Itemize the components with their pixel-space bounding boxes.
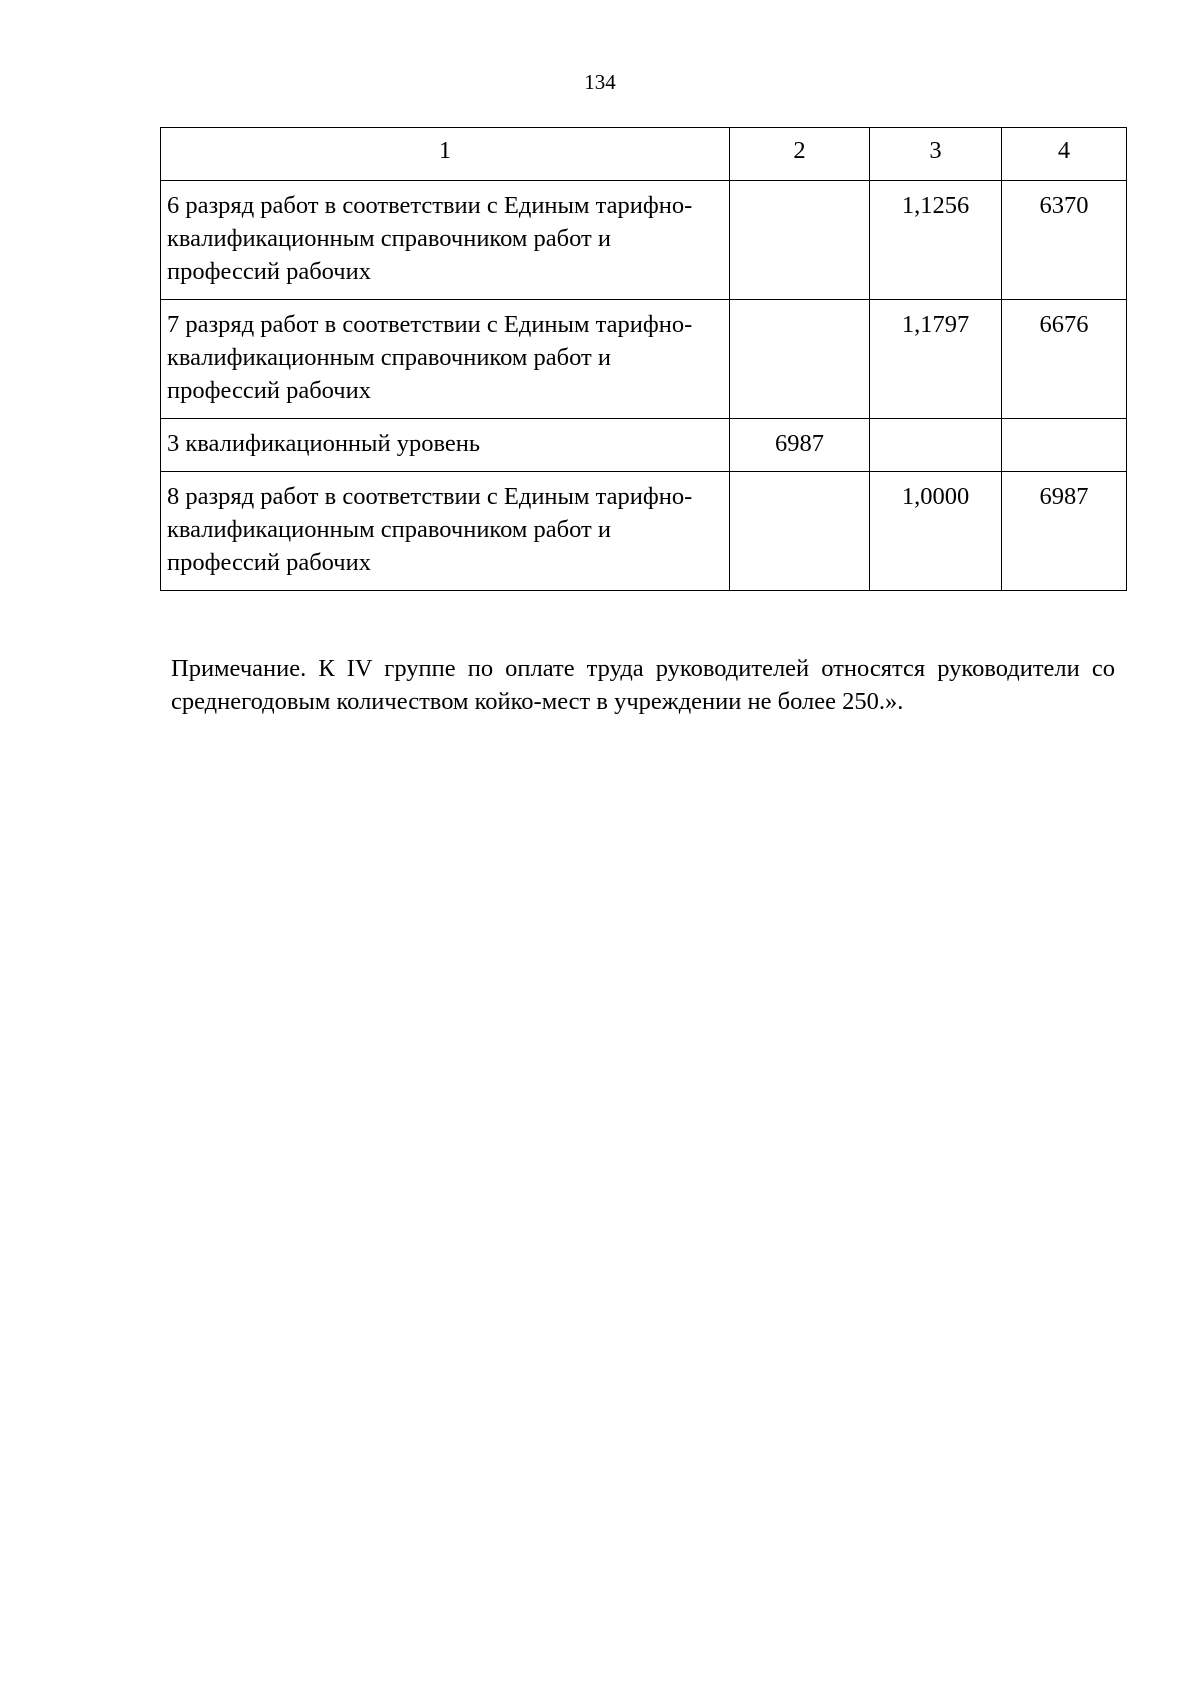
row-description: 7 разряд работ в соответствии с Единым тарифно-квалификационным справочником работ и профессий рабочих — [161, 300, 730, 419]
row-coefficient — [870, 419, 1002, 472]
table-row — [161, 419, 1127, 472]
row-description: 6 разряд работ в соответствии с Единым тарифно-квалификационным справочником работ и профессий рабочих — [161, 181, 730, 300]
row-description: 8 разряд работ в соответствии с Единым тарифно-квалификационным справочником работ и профессий рабочих — [161, 472, 730, 591]
table-row — [161, 300, 1127, 419]
row-coefficient: 1,0000 — [870, 472, 1002, 591]
page-number: 134 — [584, 70, 616, 94]
row-coefficient: 1,1256 — [870, 181, 1002, 300]
row-base-salary — [730, 300, 870, 419]
note-paragraph: Примечание. К IV группе по оплате труда руководителей относятся руководители со среднегодовым количеством койко-мест в учреждении не более 250.». — [171, 654, 1115, 715]
row-base-salary — [730, 181, 870, 300]
row-base-salary — [730, 472, 870, 591]
table-header-row — [161, 128, 1127, 181]
salary-table — [160, 127, 1127, 591]
row-base-salary: 6987 — [730, 419, 870, 472]
row-salary: 6370 — [1002, 181, 1127, 300]
row-coefficient: 1,1797 — [870, 300, 1002, 419]
table-row — [161, 472, 1127, 591]
column-header-4: 4 — [1002, 128, 1127, 181]
row-salary: 6987 — [1002, 472, 1127, 591]
column-header-2: 2 — [730, 128, 870, 181]
column-header-3: 3 — [870, 128, 1002, 181]
row-salary — [1002, 419, 1127, 472]
column-header-1: 1 — [161, 128, 730, 181]
row-salary: 6676 — [1002, 300, 1127, 419]
row-description: 3 квалификационный уровень — [161, 419, 730, 472]
table-row — [161, 181, 1127, 300]
